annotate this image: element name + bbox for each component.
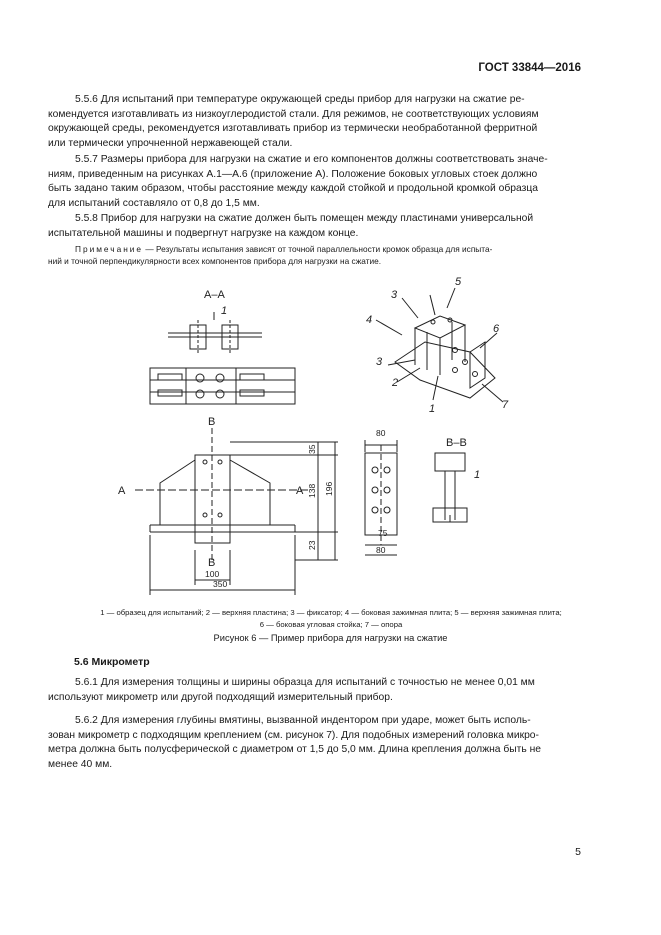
section-letter-a-right: А [296,485,304,497]
note-text-line2: ний и точной перпендикулярности всех компонентов прибора для нагрузки на сжатие. [48,256,382,266]
text-line: испытательной машины и подвергнут нагрузке на каждом конце. [48,227,359,239]
page-number: 5 [575,846,581,858]
note-label: Примечание [75,244,144,254]
figure-caption: Рисунок 6 — Пример прибора для нагрузки на сжатие [213,633,448,643]
section-letter-b-top: В [208,416,216,428]
text-line: быть задано таким образом, чтобы расстояние между каждой стойкой и продольной кромкой образца [48,183,538,195]
text-line: для испытаний составляло от 0,8 до 1,5 мм. [48,197,260,209]
front-view-fixture [150,368,295,404]
dim-100: 100 [205,569,220,579]
legend-line: 6 — боковая угловая стойка; 7 — опора [259,619,403,629]
callout-6: 6 [493,323,500,335]
text-line: зован микрометр с подходящим креплением (см. рисунок 7). Для подобных измерений головка микро- [48,729,539,741]
compression-fixture-drawing [0,270,661,610]
callout-5: 5 [455,276,462,288]
text-line: 5.6.2 Для измерения глубины вмятины, вызванной индентором при ударе, может быть исполь- [75,715,531,726]
callout-4: 4 [366,314,373,326]
dim-80-bottom: 80 [376,545,386,555]
paragraph-5-5-7 [48,153,583,211]
callout-3-bottom: 3 [376,356,383,368]
dim-350: 350 [213,579,228,589]
text-line: менее 40 мм. [48,758,113,770]
text-line: используют микрометр или другой подходящий измерительный прибор. [48,691,393,703]
dim-23: 23 [307,540,317,550]
dim-80-top: 80 [376,428,386,438]
figure-legend [36,607,626,630]
figure-6 [0,270,661,610]
section-letter-a-left: А [118,485,126,497]
text-line: 5.5.8 Прибор для нагрузки на сжатие должен быть помещен между пластинами универсальной [75,213,534,224]
legend-line: 1 — образец для испытаний; 2 — верхняя пластина; 3 — фиксатор; 4 — боковая зажимная плита; 5 — верхняя зажимная плита; [100,608,562,617]
note [48,243,583,267]
document-header: ГОСТ 33844—2016 [478,62,581,74]
section-aa-label: А–А [204,289,225,301]
paragraph-5-6-2 [48,714,583,772]
callout-1-aa: 1 [221,305,228,317]
text-line: 5.5.7 Размеры прибора для нагрузки на сжатие и его компонентов должны соответствовать значе- [75,154,548,165]
text-line: окружающей среды, рекомендуется изготавливать прибор из термически необработанной ферритной [48,123,538,135]
text-line: 5.5.6 Для испытаний при температуре окружающей среды прибор для нагрузки на сжатие ре- [75,94,525,105]
text-line: или термически упрочненной нержавеющей стали. [48,137,293,149]
callout-3-top: 3 [391,289,398,301]
note-text: — Результаты испытания зависят от точной параллельности кромок образца для испыта- [143,244,493,254]
dim-35: 35 [307,444,317,454]
text-line: ниям, приведенным на рисунках А.1—А.6 (приложение А). Положение боковых угловых стоек должно [48,168,538,180]
dim-138: 138 [307,483,317,498]
paragraph-5-6-1 [48,676,583,705]
bb-section-top [435,453,465,471]
dim-196: 196 [324,481,334,496]
text-line: метра должна быть полусферической с диаметром от 1,5 до 5,0 мм. Длина крепления должна быть не [48,744,542,756]
callout-7: 7 [502,399,509,411]
text-line: 5.6.1 Для измерения толщины и ширины образца для испытаний с точностью не менее 0,01 мм [75,677,535,688]
callout-1: 1 [429,403,436,415]
paragraph-5-5-8 [48,212,583,241]
section-bb-label: В–В [446,437,467,449]
section-letter-b-bottom: В [208,557,216,569]
dim-75: 75 [378,528,388,538]
callout-2: 2 [392,377,399,389]
section-heading: 5.6 Микрометр [74,656,150,668]
paragraph-5-5-6 [48,93,583,151]
isometric-fixture [395,342,495,398]
text-line: комендуется изготавливать из низкоуглеродистой стали. Для режимов, не соответствующих условиям [48,108,539,120]
callout-1-bb: 1 [474,469,481,481]
